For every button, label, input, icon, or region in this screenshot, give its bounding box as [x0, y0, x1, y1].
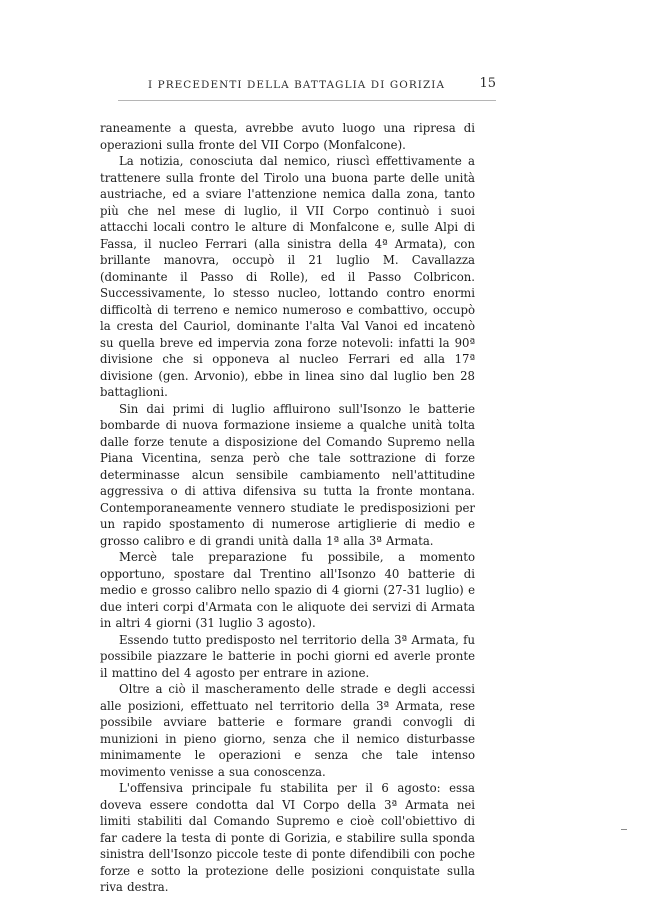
- paragraph-preparazione: Mercè tale preparazione fu possibile, a momento opportuno, spostare dal Trentino all'Isonzo 40 batterie di medio e grosso calibro nello spazio di 4 giorni (27-31 luglio) e due interi corpi d'Armata con le aliquote dei servizi di Armata in altri 4 giorni (31 luglio 3 agosto).: [100, 550, 475, 630]
- scan-artifact-mark: [621, 829, 627, 830]
- body-text: [100, 120, 475, 896]
- running-title: I PRECEDENTI DELLA BATTAGLIA DI GORIZIA: [148, 79, 446, 91]
- paragraph-continuation: raneamente a questa, avrebbe avuto luogo una ripresa di operazioni sulla fronte del VII Corpo (Monfalcone).: [100, 121, 475, 152]
- page-number: 15: [479, 76, 496, 91]
- paragraph-predisposto: Essendo tutto predisposto nel territorio della 3ª Armata, fu possibile piazzare le batterie in pochi giorni ed averle pronte il mattino del 4 agosto per entrare in azione.: [100, 632, 475, 680]
- header-rule: [118, 100, 496, 101]
- paragraph-mascheramento: Oltre a ciò il mascheramento delle strade e degli accessi alle posizioni, effettuato nel territorio della 3ª Armata, rese possibile avviare batterie e formare grandi convogli di munizioni in pieno giorno, senza che il nemico disturbasse minimamente le operazioni e senza che tale intenso movimento venisse a sua conoscenza.: [100, 682, 475, 779]
- paragraph-notizia: La notizia, conosciuta dal nemico, riuscì effettivamente a trattenere sulla fronte del Tirolo una buona parte delle unità austriache, ed a sviare l'attenzione nemica dalla zona, tanto più che nel mese di luglio, il VII Corpo continuò i suoi attacchi locali contro le alture di Monfalcone e, sulle Alpi di Fassa, il nucleo Ferrari (alla sinistra della 4ª Armata), con brillante manovra, occupò il 21 luglio M. Cavallazza (dominante il Passo di Rolle), ed il Passo Colbricon. Successivamente, lo stesso nucleo, lottando contro enormi difficoltà di terreno e nemico numeroso e combattivo, occupò la cresta del Cauriol, dominante l'alta Val Vanoi ed incatenò su quella breve ed impervia zona forze notevoli: infatti la 90ª divisione che si opponeva al nucleo Ferrari ed alla 17ª divisione (gen. Arvonio), ebbe in linea sino dal luglio ben 28 battaglioni.: [100, 154, 475, 399]
- paragraph-luglio: Sin dai primi di luglio affluirono sull'Isonzo le batterie bombarde di nuova formazione insieme a qualche unità tolta dalle forze tenute a disposizione del Comando Supremo nella Piana Vicentina, senza però che tale sottrazione di forze determinasse alcun sensibile cambiamento nell'attitudine aggressiva o di attiva difensiva su tutta la fronte montana. Contemporaneamente vennero studiate le predisposizioni per un rapido spostamento di numerose artiglierie di medio e grosso calibro e di grandi unità dalla 1ª alla 3ª Armata.: [100, 401, 475, 548]
- running-header: [108, 76, 496, 96]
- paragraph-offensiva: L'offensiva principale fu stabilita per il 6 agosto: essa doveva essere condotta dal VI Corpo della 3ª Armata nei limiti stabiliti dal Comando Supremo e cioè coll'obiettivo di far cadere la testa di ponte di Gorizia, e stabilire sulla sponda sinistra dell'Isonzo piccole teste di ponte difendibili con poche forze e sotto la protezione delle posizioni conquistate sulla riva destra.: [100, 781, 475, 894]
